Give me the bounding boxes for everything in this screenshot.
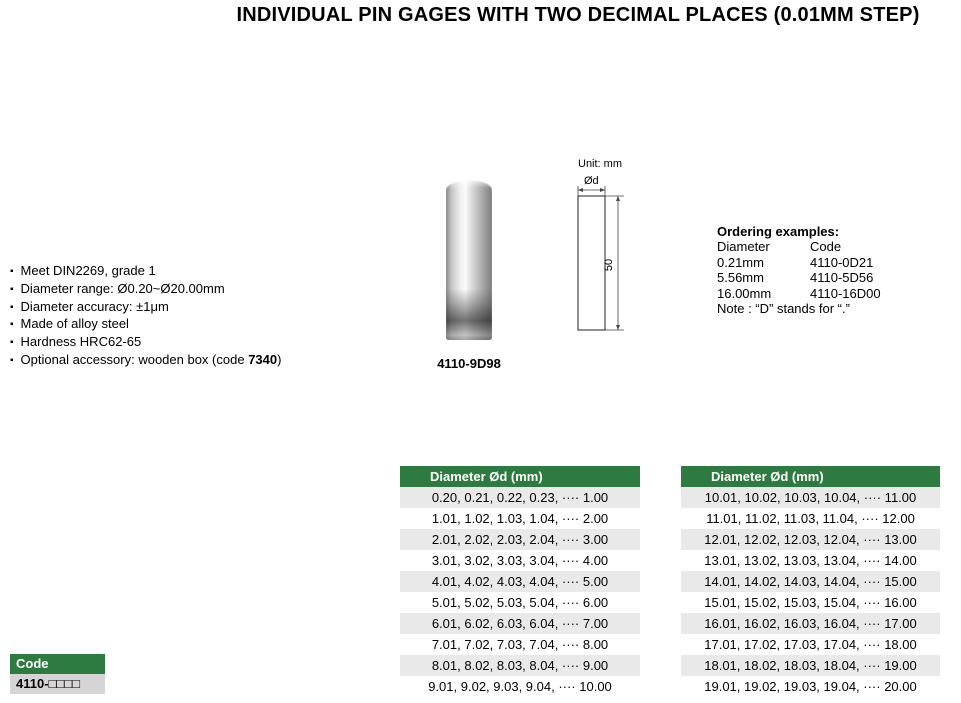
feature-item [10,316,281,334]
table-row: 10.01, 10.02, 10.03, 10.04, ···· 11.00 [681,487,940,508]
feature-text: Diameter range: Ø0.20~Ø20.00mm [20,280,225,296]
ordering-diameter: 16.00mm [717,285,772,301]
dimension-drawing [560,153,690,343]
feature-text: Made of alloy steel [20,316,129,332]
ordering-header-row [717,239,947,254]
ordering-code: 4110-5D56 [810,270,874,286]
table-row: 19.01, 19.02, 19.03, 19.04, ···· 20.00 [681,676,940,697]
feature-item [10,281,281,299]
ordering-code: 4110-16D00 [810,285,881,301]
ordering-title: Ordering examples: [717,224,840,239]
table-row: 7.01, 7.02, 7.03, 7.04, ···· 8.00 [400,634,640,655]
ordering-examples [717,224,947,316]
arrow-up-icon [616,196,620,201]
ordering-row [717,270,947,285]
ordering-col-diameter: Diameter [717,239,770,255]
page-title: INDIVIDUAL PIN GAGES WITH TWO DECIMAL PLACES (0.01MM STEP) [236,4,920,26]
table-row: 16.01, 16.02, 16.03, 16.04, ···· 17.00 [681,613,940,634]
table-row: 0.20, 0.21, 0.22, 0.23, ···· 1.00 [400,487,640,508]
product-model: 4110-9D98 [437,356,501,371]
table-row: 14.01, 14.02, 14.03, 14.04, ···· 15.00 [681,571,940,592]
ordering-diameter: 0.21mm [717,254,764,270]
table-row: 6.01, 6.02, 6.03, 6.04, ···· 7.00 [400,613,640,634]
feature-text: Diameter accuracy: ±1μm [20,298,169,314]
table-body [681,487,940,697]
table-row: 18.01, 18.02, 18.03, 18.04, ···· 19.00 [681,655,940,676]
ordering-col-code: Code [810,239,842,255]
table-row: 5.01, 5.02, 5.03, 5.04, ···· 6.00 [400,592,640,613]
table-body [400,487,640,697]
diameter-dim-label: Ød [584,175,599,187]
table-row: 17.01, 17.02, 17.03, 17.04, ···· 18.00 [681,634,940,655]
bullet-icon: ▪ [10,301,14,313]
feature-item [10,263,281,281]
feature-item [10,299,281,317]
feature-text: Meet DIN2269, grade 1 [20,263,156,278]
feature-text: Hardness HRC62-65 [20,334,142,350]
diameter-table-left [400,466,640,697]
table-row: 3.01, 3.02, 3.03, 3.04, ···· 4.00 [400,550,640,571]
ordering-code: 4110-0D21 [810,254,874,270]
pin-gage-photo [446,180,492,340]
arrow-down-icon [616,325,620,330]
feature-text: Optional accessory: wooden box (code 7340) [20,351,282,367]
feature-item [10,334,281,352]
unit-label: Unit: mm [578,158,622,170]
length-dim-label: 50 [603,258,615,272]
table-row: 13.01, 13.02, 13.03, 13.04, ···· 14.00 [681,550,940,571]
pin-outline [578,196,605,330]
table-row: 11.01, 11.02, 11.03, 11.04, ···· 12.00 [681,508,940,529]
table-row: 1.01, 1.02, 1.03, 1.04, ···· 2.00 [400,508,640,529]
ordering-row [717,255,947,270]
diameter-table-right [681,466,940,697]
ordering-note: Note : “D” stands for “.” [717,301,850,317]
arrow-right-icon [600,188,605,192]
code-block-header: Code [10,654,105,674]
bullet-icon: ▪ [10,283,14,295]
arrow-left-icon [578,188,583,192]
table-row: 8.01, 8.02, 8.03, 8.04, ···· 9.00 [400,655,640,676]
table-row: 4.01, 4.02, 4.03, 4.04, ···· 5.00 [400,571,640,592]
table-row: 15.01, 15.02, 15.03, 15.04, ···· 16.00 [681,592,940,613]
bullet-icon: ▪ [10,266,14,277]
code-block-value: 4110-□□□□ [10,674,105,694]
ordering-diameter: 5.56mm [717,270,764,286]
table-row: 2.01, 2.02, 2.03, 2.04, ···· 3.00 [400,529,640,550]
ordering-row [717,286,947,301]
accessory-code: 7340 [248,351,278,367]
feature-item [10,352,281,370]
table-row: 12.01, 12.02, 12.03, 12.04, ···· 13.00 [681,529,940,550]
bullet-icon: ▪ [10,319,14,331]
code-block [10,654,105,694]
bullet-icon: ▪ [10,354,14,366]
feature-list [10,263,281,370]
table-header: Diameter Ød (mm) [681,466,940,487]
table-header: Diameter Ød (mm) [400,466,640,487]
bullet-icon: ▪ [10,337,14,349]
table-row: 9.01, 9.02, 9.03, 9.04, ···· 10.00 [400,676,640,697]
